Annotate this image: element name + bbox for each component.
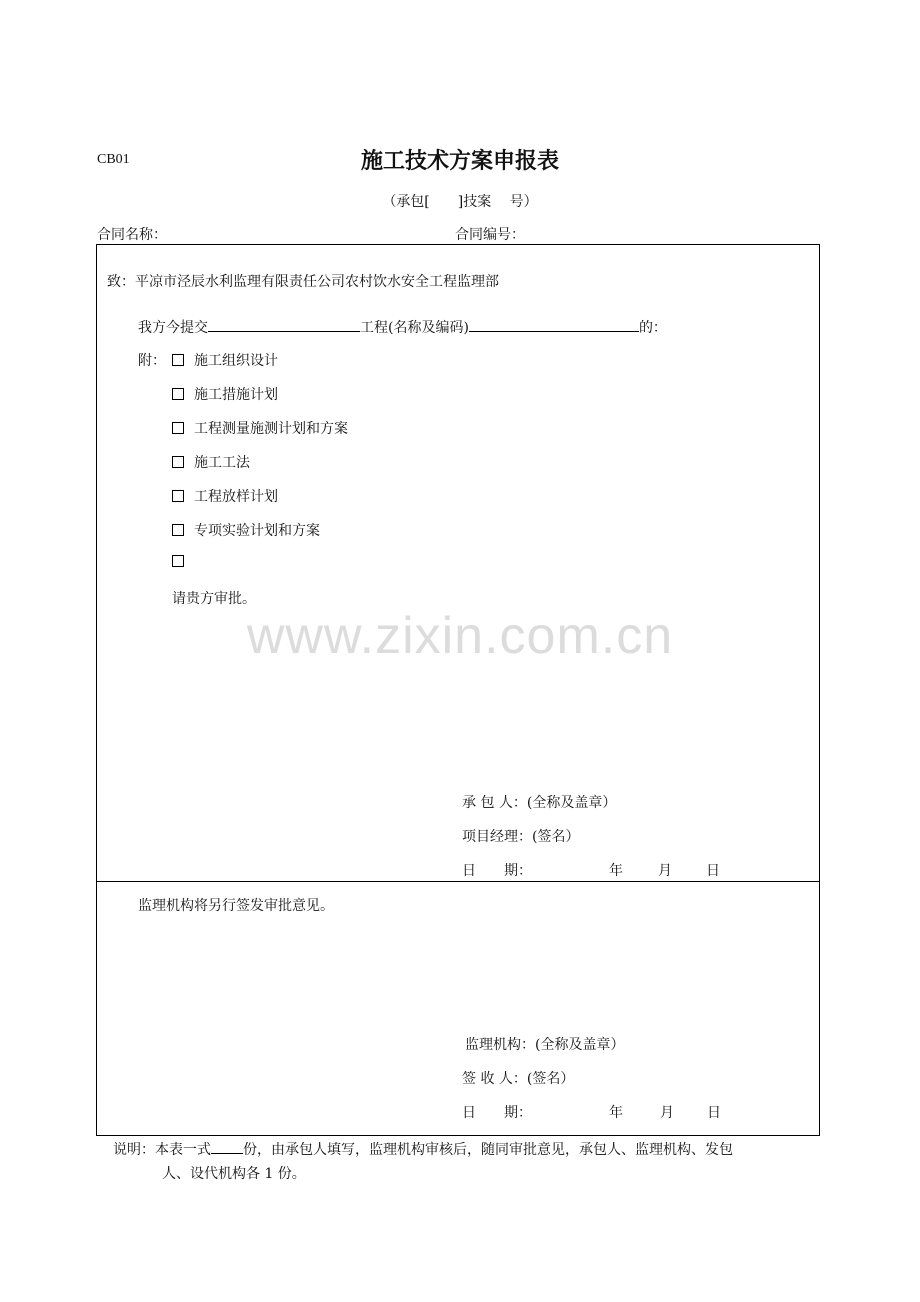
footnote-line-1: 说明：本表一式 份，由承包人填写，监理机构审核后，随同审批意见，承包人、监理机构、发包	[113, 1138, 733, 1162]
page-title: 施工技术方案申报表	[360, 148, 559, 174]
checkbox[interactable]	[172, 524, 184, 536]
year-label: 年	[609, 1105, 623, 1121]
day-label: 日	[707, 1105, 721, 1121]
receiver-label: 签 收 人：(签名）	[462, 1071, 575, 1087]
submission-suffix: 的：	[638, 320, 667, 336]
form-table	[96, 244, 820, 1136]
checkbox[interactable]	[172, 555, 184, 567]
date-label: 日 期：	[462, 1105, 532, 1121]
month-label: 月	[658, 863, 672, 879]
copies-blank	[211, 1139, 243, 1154]
checkbox[interactable]	[172, 354, 184, 366]
section-divider	[96, 881, 820, 882]
submission-prefix: 我方今提交	[138, 320, 208, 336]
form-number-line: （承包[ ]技案 号）	[382, 194, 538, 210]
attachment-item: 施工措施计划	[172, 384, 278, 404]
attachment-item: 工程测量施测计划和方案	[172, 418, 348, 438]
checkbox[interactable]	[172, 490, 184, 502]
checkbox[interactable]	[172, 388, 184, 400]
request-line: 请贵方审批。	[172, 591, 256, 607]
contract-name-label: 合同名称：	[97, 227, 167, 243]
footnote-line-2: 人、设代机构各 1 份。	[162, 1166, 306, 1182]
addressee-line: 致：平凉市泾辰水利监理有限责任公司农村饮水安全工程监理部	[107, 274, 499, 290]
checkbox[interactable]	[172, 456, 184, 468]
contract-no-label: 合同编号：	[455, 227, 525, 243]
supervisor-org-label: 监理机构：(全称及盖章）	[465, 1037, 625, 1053]
year-label: 年	[609, 863, 623, 879]
attach-label: 附：	[138, 353, 166, 369]
attachment-item	[172, 554, 194, 570]
attachment-item: 工程放样计划	[172, 486, 278, 506]
watermark: www.zixin.com.cn	[246, 607, 674, 665]
footnote	[113, 1138, 733, 1186]
month-label: 月	[660, 1105, 674, 1121]
submission-middle: 工程(名称及编码)	[360, 320, 469, 336]
date-label: 日 期：	[462, 863, 532, 879]
contractor-label: 承 包 人：(全称及盖章）	[462, 795, 617, 811]
attachment-item: 专项实验计划和方案	[172, 520, 320, 540]
attachment-item: 施工组织设计	[172, 350, 278, 370]
form-code: CB01	[97, 152, 130, 167]
project-blank	[208, 317, 360, 332]
submission-line	[138, 317, 667, 337]
name-code-blank	[469, 317, 639, 332]
supervisor-opinion: 监理机构将另行签发审批意见。	[138, 898, 334, 914]
day-label: 日	[706, 863, 720, 879]
checkbox[interactable]	[172, 422, 184, 434]
attachment-item: 施工工法	[172, 452, 250, 472]
project-manager-label: 项目经理：(签名）	[462, 829, 580, 845]
